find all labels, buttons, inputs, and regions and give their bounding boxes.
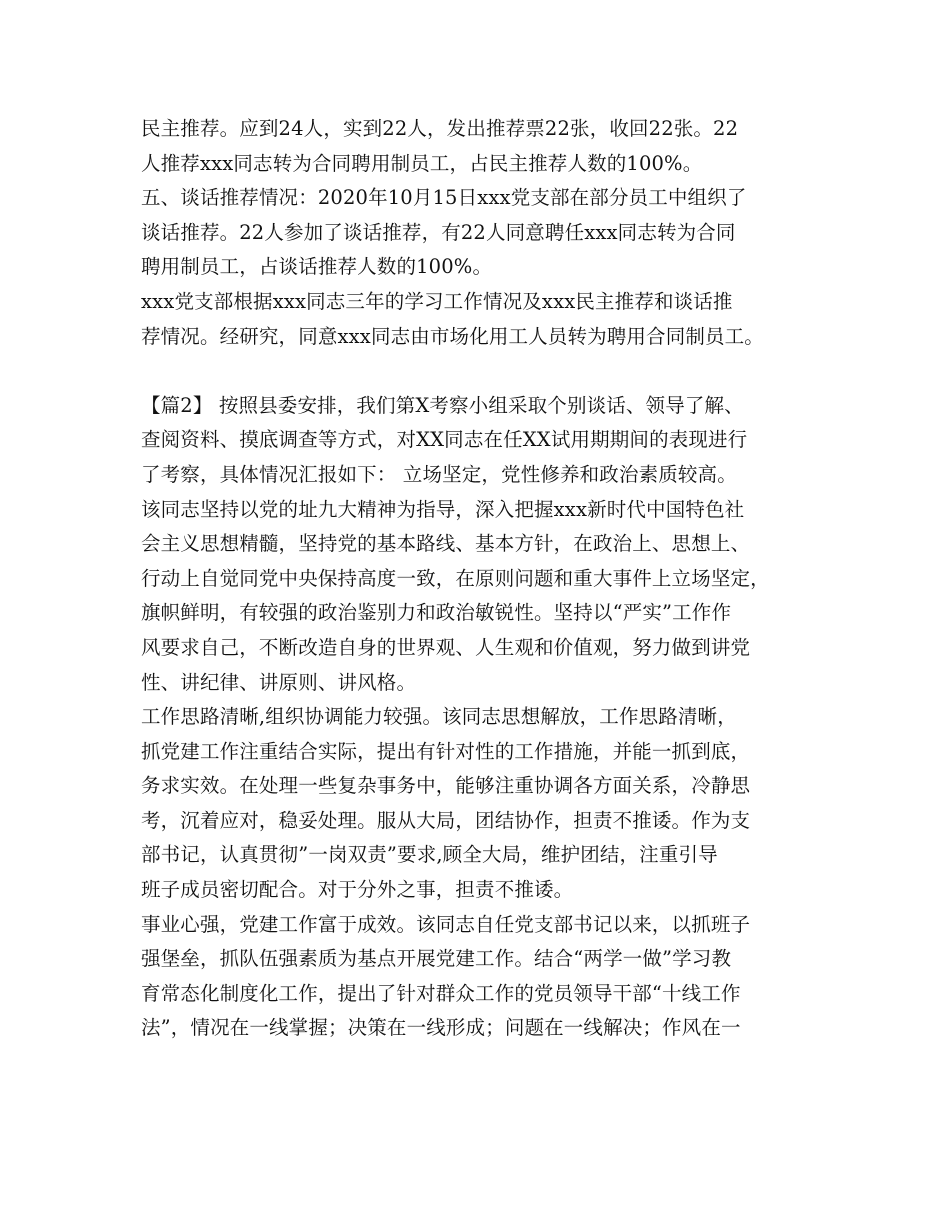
text-line: 班子成员密切配合。对于分外之事，担责不推诿。 [141, 878, 574, 902]
text-line: 聘用制员工，占谈话推荐人数的100%。 [141, 255, 493, 279]
text-line: 五、谈话推荐情况：2020年10月15日xxx党支部在部分员工中组织了 [141, 186, 747, 210]
text-line: 荐情况。经研究，同意xxx同志由市场化用工人员转为聘用合同制员工。 [141, 324, 764, 348]
text-line: 事业心强，党建工作富于成效。该同志自任党支部书记以来，以抓班子 [141, 912, 751, 936]
text-line: 了考察，具体情况汇报如下： 立场坚定，党性修养和政治素质较高。 [141, 462, 737, 486]
text-line: xxx党支部根据xxx同志三年的学习工作情况及xxx民主推荐和谈话推 [141, 289, 733, 313]
paragraph-section-1 [141, 112, 829, 354]
text-line: 工作思路清晰,组织协调能力较强。该同志思想解放，工作思路清晰， [141, 705, 737, 729]
text-line: 育常态化制度化工作，提出了针对群众工作的党员领导干部“十线工作 [141, 981, 741, 1005]
text-line: 民主推荐。应到24人，实到22人，发出推荐票22张，收回22张。22 [141, 117, 739, 140]
paragraph-spacer [141, 354, 829, 389]
text-line: 强堡垒，抓队伍强素质为基点开展党建工作。结合“两学一做”学习教 [141, 947, 732, 971]
text-line: 部书记，认真贯彻”一岗双责”要求,顾全大局，维护团结，注重引导 [141, 843, 718, 867]
text-line: 法”，情况在一线掌握；决策在一线形成；问题在一线解决；作风在一 [141, 1016, 741, 1040]
text-line: 会主义思想精髓，坚持党的基本路线、基本方针，在政治上、思想上、 [141, 532, 751, 556]
text-line: 旗帜鲜明，有较强的政治鉴别力和政治敏锐性。坚持以“严实”工作作 [141, 601, 732, 625]
text-line: 人推荐xxx同志转为合同聘用制员工，占民主推荐人数的100%。 [141, 151, 703, 175]
text-line: 该同志坚持以党的址九大精神为指导，深入把握xxx新时代中国特色社 [141, 497, 745, 521]
text-line: 性、讲纪律、讲原则、讲风格。 [141, 670, 417, 694]
text-line: 考，沉着应对，稳妥处理。服从大局，团结协作，担责不推诿。作为支 [141, 808, 751, 832]
text-line: 务求实效。在处理一些复杂事务中，能够注重协调各方面关系，冷静思 [141, 774, 751, 798]
paragraph-section-2 [141, 389, 829, 1046]
text-line: 【篇2】 按照县委安排，我们第X考察小组采取个别谈话、领导了解、 [141, 393, 744, 417]
text-line: 风要求自己，不断改造自身的世界观、人生观和价值观，努力做到讲党 [141, 635, 751, 659]
document-body [141, 112, 829, 1046]
text-line: 查阅资料、摸底调查等方式，对XX同志在任XX试用期期间的表现进行 [141, 428, 748, 452]
text-line: 谈话推荐。22人参加了谈话推荐，有22人同意聘任xxx同志转为合同 [141, 220, 736, 244]
text-line: 行动上自觉同党中央保持高度一致，在原则问题和重大事件上立场坚定， [141, 566, 770, 590]
text-line: 抓党建工作注重结合实际，提出有针对性的工作措施，并能一抓到底， [141, 739, 751, 763]
